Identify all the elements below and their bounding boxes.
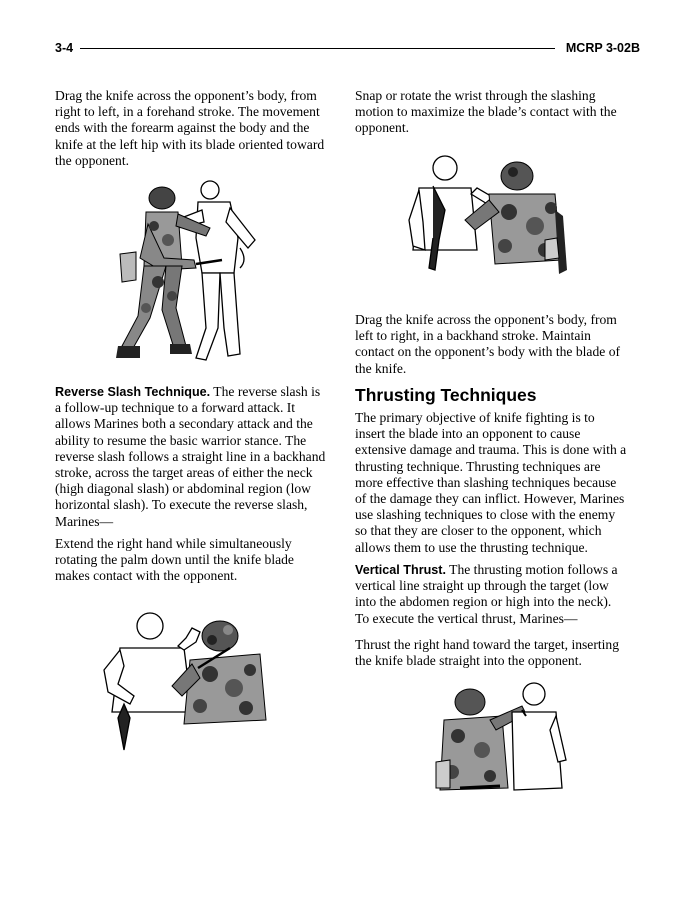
paragraph-text: The primary objective of knife fighting is to insert the blade into an opponent to cause extensive damage and trauma. This is done with a thrusting technique. Thrusting techniques are more effective than slashing techniques because of the damage they can inflict. However, Marines use slashing techniques to close with the enemy so that they are closer to the opponent, which allows them to use the thrusting technique. [355,410,627,555]
opponent-figure [176,181,255,360]
opponent-figure [512,683,566,790]
left-para-forehand-drag [55,88,327,169]
marine-figure [172,621,266,724]
reverse-slash-heading: Reverse Slash Technique. [55,385,211,399]
paragraph-text: Drag the knife across the opponent’s body, from left to right, in a backhand stroke. Maintain contact on the opponent’s body with the blade of the knife. [355,312,621,376]
right-para-backhand-drag [355,312,627,377]
reverse-slash-body: The reverse slash is a follow-up technique to a forward attack. It allows Marines both a secondary attack and the ability to resume the basic warrior stance. The reverse slash follows a straight line in a backhand stroke, across the target areas of either the neck (high diagonal slash) or abdominal region (low horizontal slash). To execute the reverse slash, Marines— [55,384,326,529]
marine-figure [465,162,567,274]
vertical-thrust-body: The thrusting motion follows a vertical line straight up through the target (low into the abdomen region or high into the neck). To execute the vertical thrust, Marines— [355,562,618,626]
figure-backhand-slash [405,150,575,285]
section-title-thrusting: Thrusting Techniques [355,385,537,405]
left-para-extend-hand [55,536,327,585]
page-number: 3-4 [55,41,74,55]
vertical-thrust-heading: Vertical Thrust. [355,563,446,577]
right-para-snap-wrist [355,88,627,137]
right-para-thrusting-objective [355,410,627,556]
header-rule [80,48,555,49]
right-para-thrust-hand [355,637,627,669]
paragraph-text: Snap or rotate the wrist through the slashing motion to maximize the blade’s contact with the opponent. [355,88,617,136]
figure-forehand-slash [110,178,270,368]
figure-vertical-thrust [430,680,570,800]
right-para-vertical-thrust [355,562,627,627]
left-para-reverse-slash [55,384,327,530]
document-id: MCRP 3-02B [565,41,640,55]
figure-reverse-slash [100,600,270,760]
paragraph-text: Drag the knife across the opponent’s body, from right to left, in a forehand stroke. The movement ends with the forearm against the body and the knife at the left hip with its blade oriented toward the opponent. [55,88,325,168]
paragraph-text: Extend the right hand while simultaneously rotating the palm down until the knife blade makes contact with the opponent. [55,536,294,584]
paragraph-text: Thrust the right hand toward the target, inserting the knife blade straight into the opponent. [355,637,620,669]
